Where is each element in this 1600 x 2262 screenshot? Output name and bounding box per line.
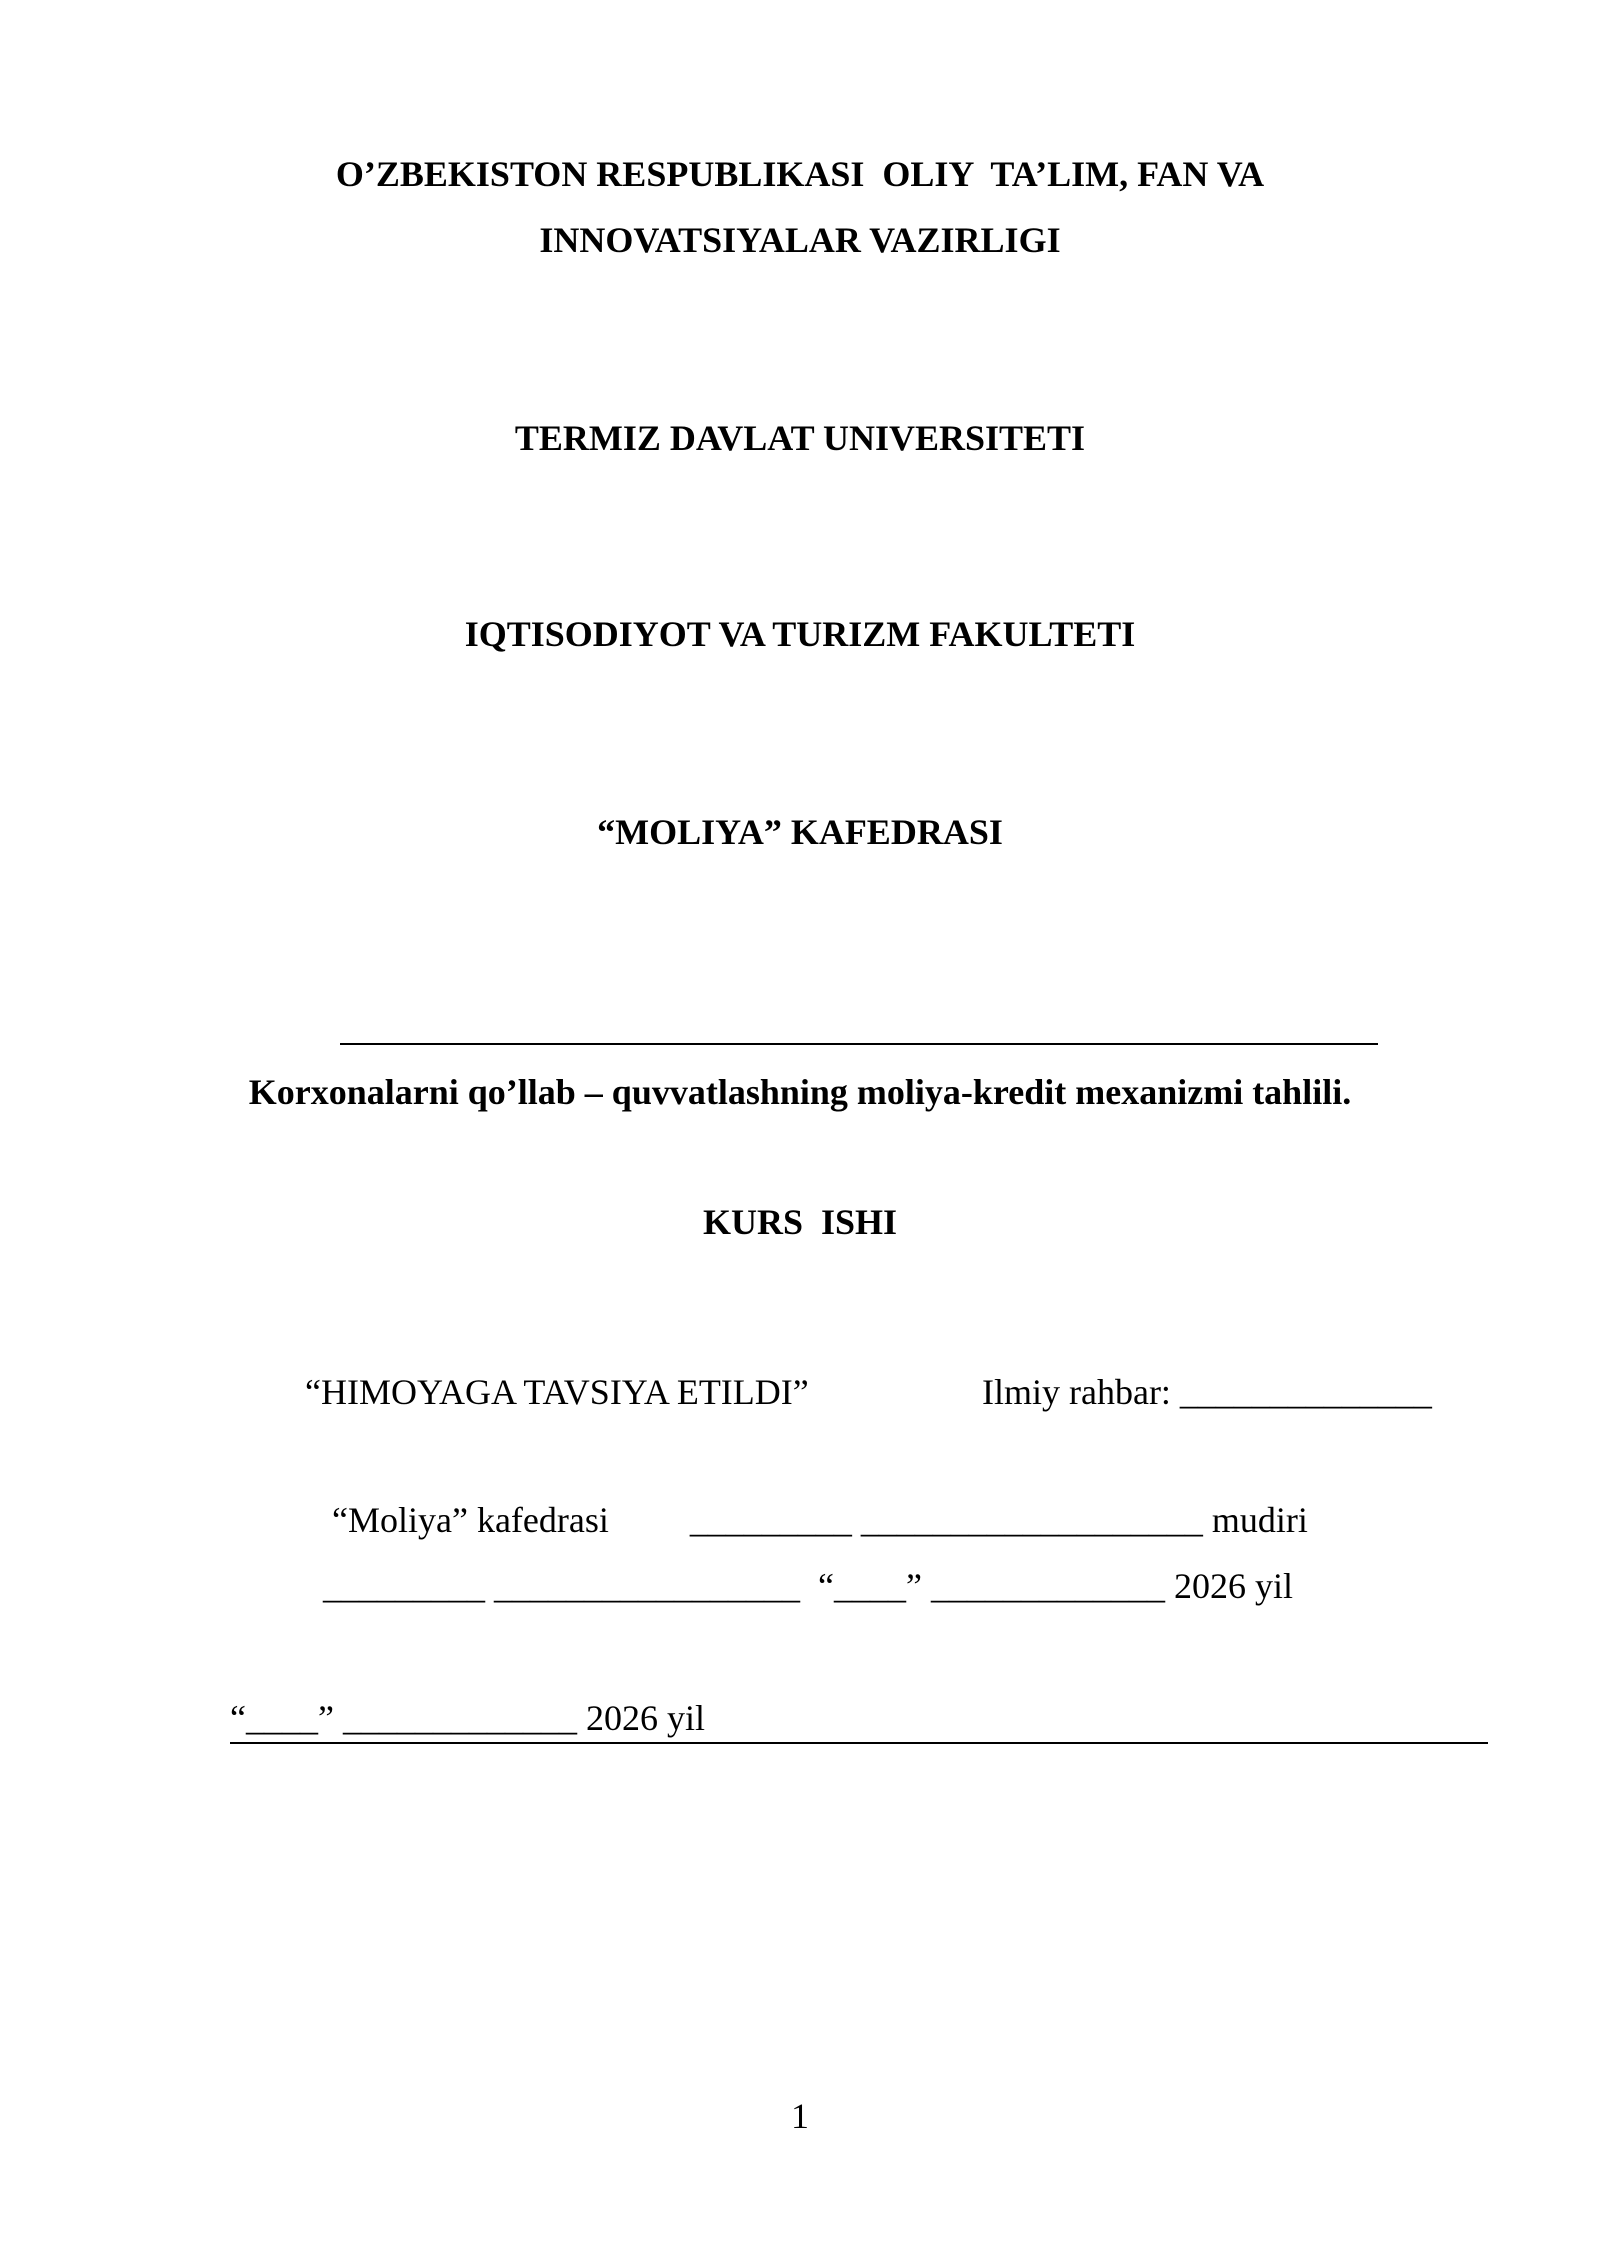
department-name: “MOLIYA” KAFEDRASI xyxy=(597,812,1003,852)
title-underline xyxy=(340,1043,1378,1045)
bottom-rule xyxy=(230,1742,1488,1744)
faculty-name: IQTISODIYOT VA TURIZM FAKULTETI xyxy=(464,614,1136,654)
supervisor-label: Ilmiy rahbar: ______________ xyxy=(982,1372,1432,1412)
page-number: 1 xyxy=(791,2096,809,2136)
recommended-label: “HIMOYAGA TAVSIYA ETILDI” xyxy=(305,1372,809,1412)
university-name: TERMIZ DAVLAT UNIVERSITETI xyxy=(514,418,1086,458)
department-head-line: “Moliya” kafedrasi _________ ___________________ mudiri xyxy=(332,1500,1308,1540)
supervisor-date-line: “____” _____________ 2026 yil xyxy=(230,1698,705,1738)
work-type: KURS ISHI xyxy=(702,1202,898,1242)
head-date-line: _________ _________________ “____” _____________ 2026 yil xyxy=(323,1566,1293,1606)
ministry-line-2: INNOVATSIYALAR VAZIRLIGI xyxy=(539,220,1061,260)
ministry-line-1: O’ZBEKISTON RESPUBLIKASI OLIY TA’LIM, FAN VA xyxy=(335,154,1265,194)
work-title: Korxonalarni qo’llab – quvvatlashning moliya-kredit mexanizmi tahlili. xyxy=(248,1072,1352,1112)
